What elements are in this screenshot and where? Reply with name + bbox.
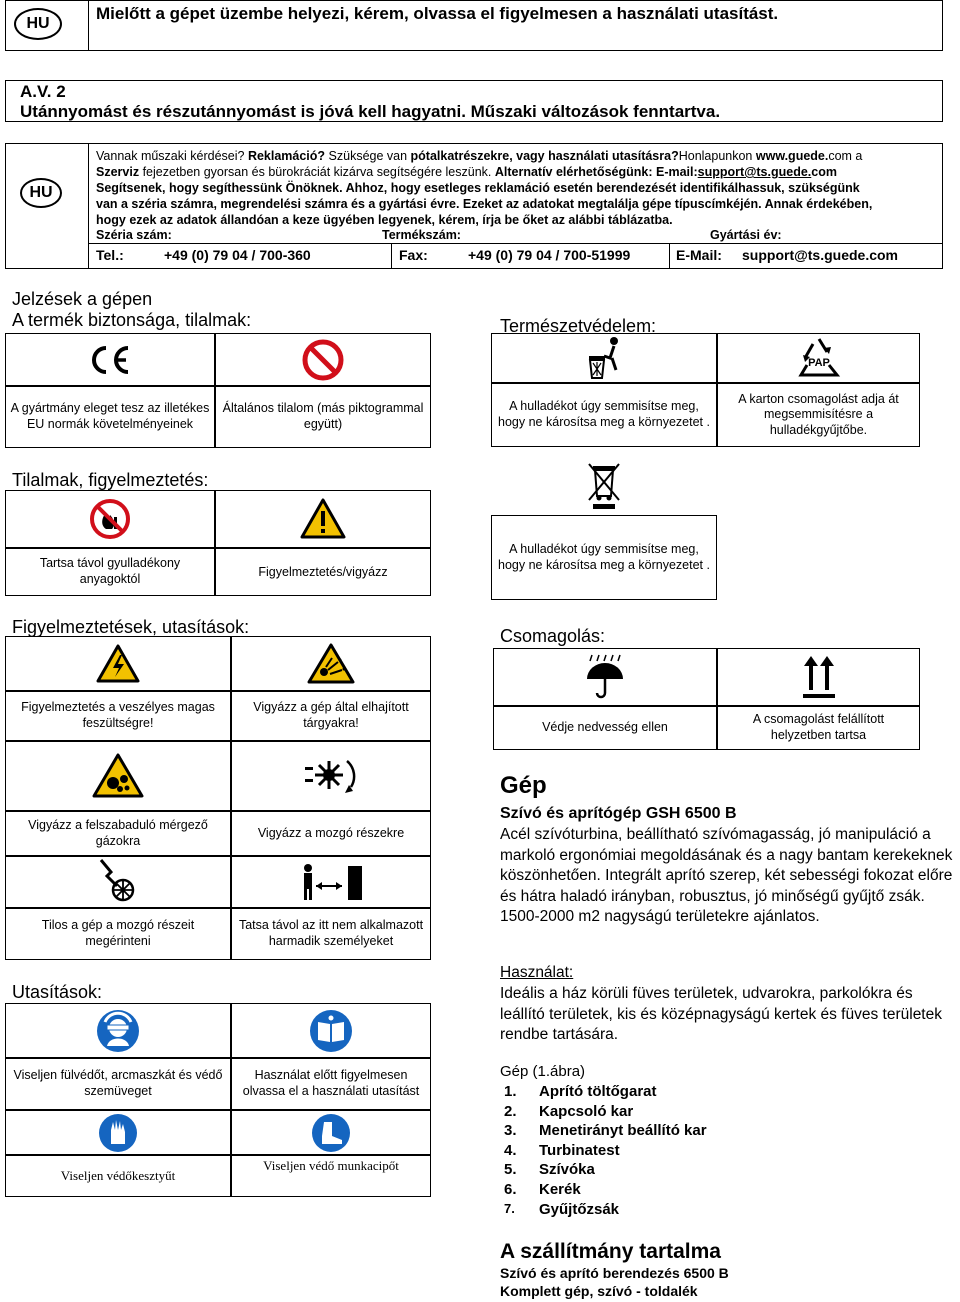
- gloves-icon-cell: [5, 1110, 231, 1155]
- delivery-line-1: Szívó és aprító berendezés 6500 B: [500, 1265, 729, 1281]
- manual-icon-cell: [231, 1003, 431, 1058]
- pap-label: PAP: [807, 357, 830, 369]
- list-item: 7. Gyűjtőzsák: [504, 1200, 620, 1218]
- ce-text: A gyártmány eleget tesz az illetékes EU normák követelményeinek: [5, 386, 215, 448]
- gloves-icon: [97, 1112, 139, 1154]
- tel-value: +49 (0) 79 04 / 700-360: [164, 247, 311, 263]
- bin-text: A hulladékot úgy semmisítse meg, hogy ne károsítsa meg a környezetet .: [491, 383, 717, 447]
- tel-label: Tel.:: [96, 247, 124, 263]
- list-item: 4. Turbinatest: [504, 1141, 620, 1159]
- distance-text: Tatsa távol az itt nem alkalmazott harmadik személyeket: [231, 908, 431, 960]
- moving-parts-icon: [301, 751, 361, 801]
- pack-heading: Csomagolás:: [500, 626, 606, 646]
- read-manual-icon: [308, 1008, 354, 1054]
- figure-label: Gép (1.ábra): [500, 1063, 586, 1080]
- ce-mark-icon: [88, 344, 132, 376]
- safety-heading: A termék biztonsága, tilalmak:: [12, 310, 252, 330]
- no-touch-icon: [97, 858, 139, 906]
- nature-heading: Természetvédelem:: [500, 316, 657, 336]
- gas-icon-cell: [5, 741, 231, 811]
- thrown-text: Vigyázz a gép által elhajított tárgyakra!: [231, 691, 431, 741]
- contact-line-5: hogy ezek az adatok állandóan a keze ügyében legyenek, kérem, írja be őket az alábbi táblázatba.: [96, 213, 673, 227]
- thrown-objects-icon: [306, 642, 356, 686]
- boots-text: Viseljen védő munkacipőt: [231, 1155, 431, 1197]
- umbrella-icon: [584, 653, 626, 701]
- list-item: 6. Kerék: [504, 1180, 581, 1198]
- delivery-heading: A szállítmány tartalma: [500, 1240, 721, 1263]
- parts-list: [504, 1083, 707, 1220]
- delivery-line-2: Komplett gép, szívó - toldalék: [500, 1283, 698, 1299]
- product-label: Termékszám:: [382, 228, 461, 242]
- contact-line-2: Szerviz fejezetben gyorsan és bürokráciát kizárva segítségére leszünk. Alternatív elérhetőségünk: E-mail:support@ts.guede.com: [96, 165, 837, 179]
- this-side-up-icon: [801, 654, 837, 700]
- list-item: 1. Aprító töltőgarat: [504, 1083, 657, 1100]
- machine-heading: Gép: [500, 772, 547, 799]
- fire-icon-cell: [5, 490, 215, 548]
- voltage-icon-cell: [5, 636, 231, 691]
- upright-text: A csomagolást felállított helyzetben tartsa: [717, 706, 920, 750]
- prohibit-icon-cell: [215, 333, 431, 386]
- safety-boots-icon: [310, 1112, 352, 1154]
- email-value[interactable]: support@ts.guede.com: [742, 247, 898, 263]
- caution-icon: [299, 497, 347, 541]
- tel-row-top-line: [88, 243, 943, 244]
- pap-text: A karton csomagolást adja át megsemmisítésre a hulladékgyűjtőbe.: [717, 383, 920, 447]
- header-badge-cell: [88, 0, 89, 51]
- contact-line-4: van a széria számra, megrendelési számra és a gyártási évre. Ezeket az adatokat megtalálja gépe típuscímkéjén. Annak érdekében,: [96, 197, 873, 211]
- no-fire-icon: [88, 497, 132, 541]
- caution-text: Figyelmeztetés/vigyázz: [215, 548, 431, 596]
- list-item: 3. Menetirányt beállító kar: [504, 1122, 707, 1140]
- gloves-text: Viseljen védőkesztyűt: [5, 1155, 231, 1197]
- moisture-icon-cell: [493, 648, 717, 706]
- weee-text: A hulladékot úgy semmisítse meg, hogy ne károsítsa meg a környezetet .: [491, 515, 717, 600]
- usage-heading: Használat:: [500, 964, 574, 981]
- moving-icon-cell: [231, 741, 431, 811]
- fax-value: +49 (0) 79 04 / 700-51999: [468, 247, 631, 263]
- av-copyright: Utánnyomást és részutánnyomást is jóvá kell hagyatni. Műszaki változások fenntartva.: [20, 102, 721, 121]
- contact-line-1: Vannak műszaki kérdései? Reklamáció? Szüksége van pótalkatrészekre, vagy használati utasításra?Honlapunkon www.guede.com a: [96, 149, 863, 163]
- touch-icon-cell: [5, 856, 231, 908]
- machine-model: Szívó és aprítógép GSH 6500 B: [500, 805, 737, 822]
- header-notice: Mielőtt a gépet üzembe helyezi, kérem, olvassa el figyelmesen a használati utasítást.: [96, 4, 779, 23]
- directives-heading: Utasítások:: [12, 982, 103, 1002]
- bin-icon-cell: [491, 333, 717, 383]
- manual-text: Használat előtt figyelmesen olvassa el a használati utasítást: [231, 1058, 431, 1110]
- face-text: Viseljen fülvédőt, arcmaszkát és védő szemüveget: [5, 1058, 231, 1110]
- boots-icon-cell: [231, 1110, 431, 1155]
- machine-description: Acél szívóturbina, beállítható szívómagasság, jó manipuláció a markoló ergonómiai megoldásának és a nagy bantam kerekeknek köszönhetően. Integrált aprító szerep, két sebességi fokozat előre és hátra haladó irányban, robusztus, jó minőségű gyűjtő zsák. 1500-2000 m2 nagyságú területekre ajánlatos.: [500, 826, 953, 926]
- prohibit-text: Általános tilalom (más piktogrammal együtt): [215, 386, 431, 448]
- crossed-bin-icon: [585, 460, 623, 510]
- av-version: A.V. 2: [20, 82, 66, 101]
- touch-text: Tilos a gép a mozgó részeit megérinteni: [5, 908, 231, 960]
- distance-icon-cell: [231, 856, 431, 908]
- face-icon-cell: [5, 1003, 231, 1058]
- moving-text: Vigyázz a mozgó részekre: [231, 811, 431, 856]
- caution-icon-cell: [215, 490, 431, 548]
- fax-label: Fax:: [399, 247, 428, 263]
- prohibition-icon: [301, 338, 345, 382]
- usage-text: Ideális a ház körüli füves területek, udvarokra, parkolókra és leállító területek, kis és középnagyságú kertek és füves területek rendbe tartására.: [500, 985, 942, 1044]
- recycle-pap-icon: [793, 335, 845, 381]
- serial-label: Széria szám:: [96, 228, 172, 242]
- list-item: 5. Szívóka: [504, 1161, 595, 1179]
- support-email-link[interactable]: support@ts.guede.: [697, 165, 812, 179]
- face-protection-icon: [95, 1008, 141, 1054]
- email-label: E-Mail:: [676, 247, 722, 263]
- pap-icon-cell: [717, 333, 920, 383]
- moisture-text: Védje nedvesség ellen: [493, 706, 717, 750]
- voltage-text: Figyelmeztetés a veszélyes magas feszültségre!: [5, 691, 231, 741]
- contact-line-3: Segítsenek, hogy segíthessünk Önöknek. Ahhoz, hogy esetleges reklamáció esetén berendezését identifikálhassuk, szükségünk: [96, 181, 860, 195]
- signs-heading: Jelzések a gépen: [12, 289, 153, 309]
- instr-heading: Figyelmeztetések, utasítások:: [12, 617, 250, 637]
- warn-heading: Tilalmak, figyelmeztetés:: [12, 470, 209, 490]
- lang-badge: HU: [14, 8, 62, 40]
- gas-text: Vigyázz a felszabaduló mérgező gázokra: [5, 811, 231, 856]
- contact-lang-badge: HU: [20, 178, 62, 208]
- high-voltage-icon: [95, 643, 141, 685]
- keep-distance-icon: [298, 862, 364, 902]
- waste-bin-icon: [584, 336, 624, 380]
- toxic-gas-icon: [91, 752, 145, 800]
- thrown-icon-cell: [231, 636, 431, 691]
- contact-divider: [88, 143, 89, 269]
- fax-email-divider: [669, 243, 670, 269]
- list-item: 2. Kapcsoló kar: [504, 1102, 634, 1120]
- ce-icon-cell: [5, 333, 215, 386]
- fire-text: Tartsa távol gyulladékony anyagoktól: [5, 548, 215, 596]
- year-label: Gyártási év:: [710, 228, 782, 242]
- upright-icon-cell: [717, 648, 920, 706]
- tel-fax-divider: [391, 243, 392, 269]
- weee-icon-cell: [491, 455, 717, 515]
